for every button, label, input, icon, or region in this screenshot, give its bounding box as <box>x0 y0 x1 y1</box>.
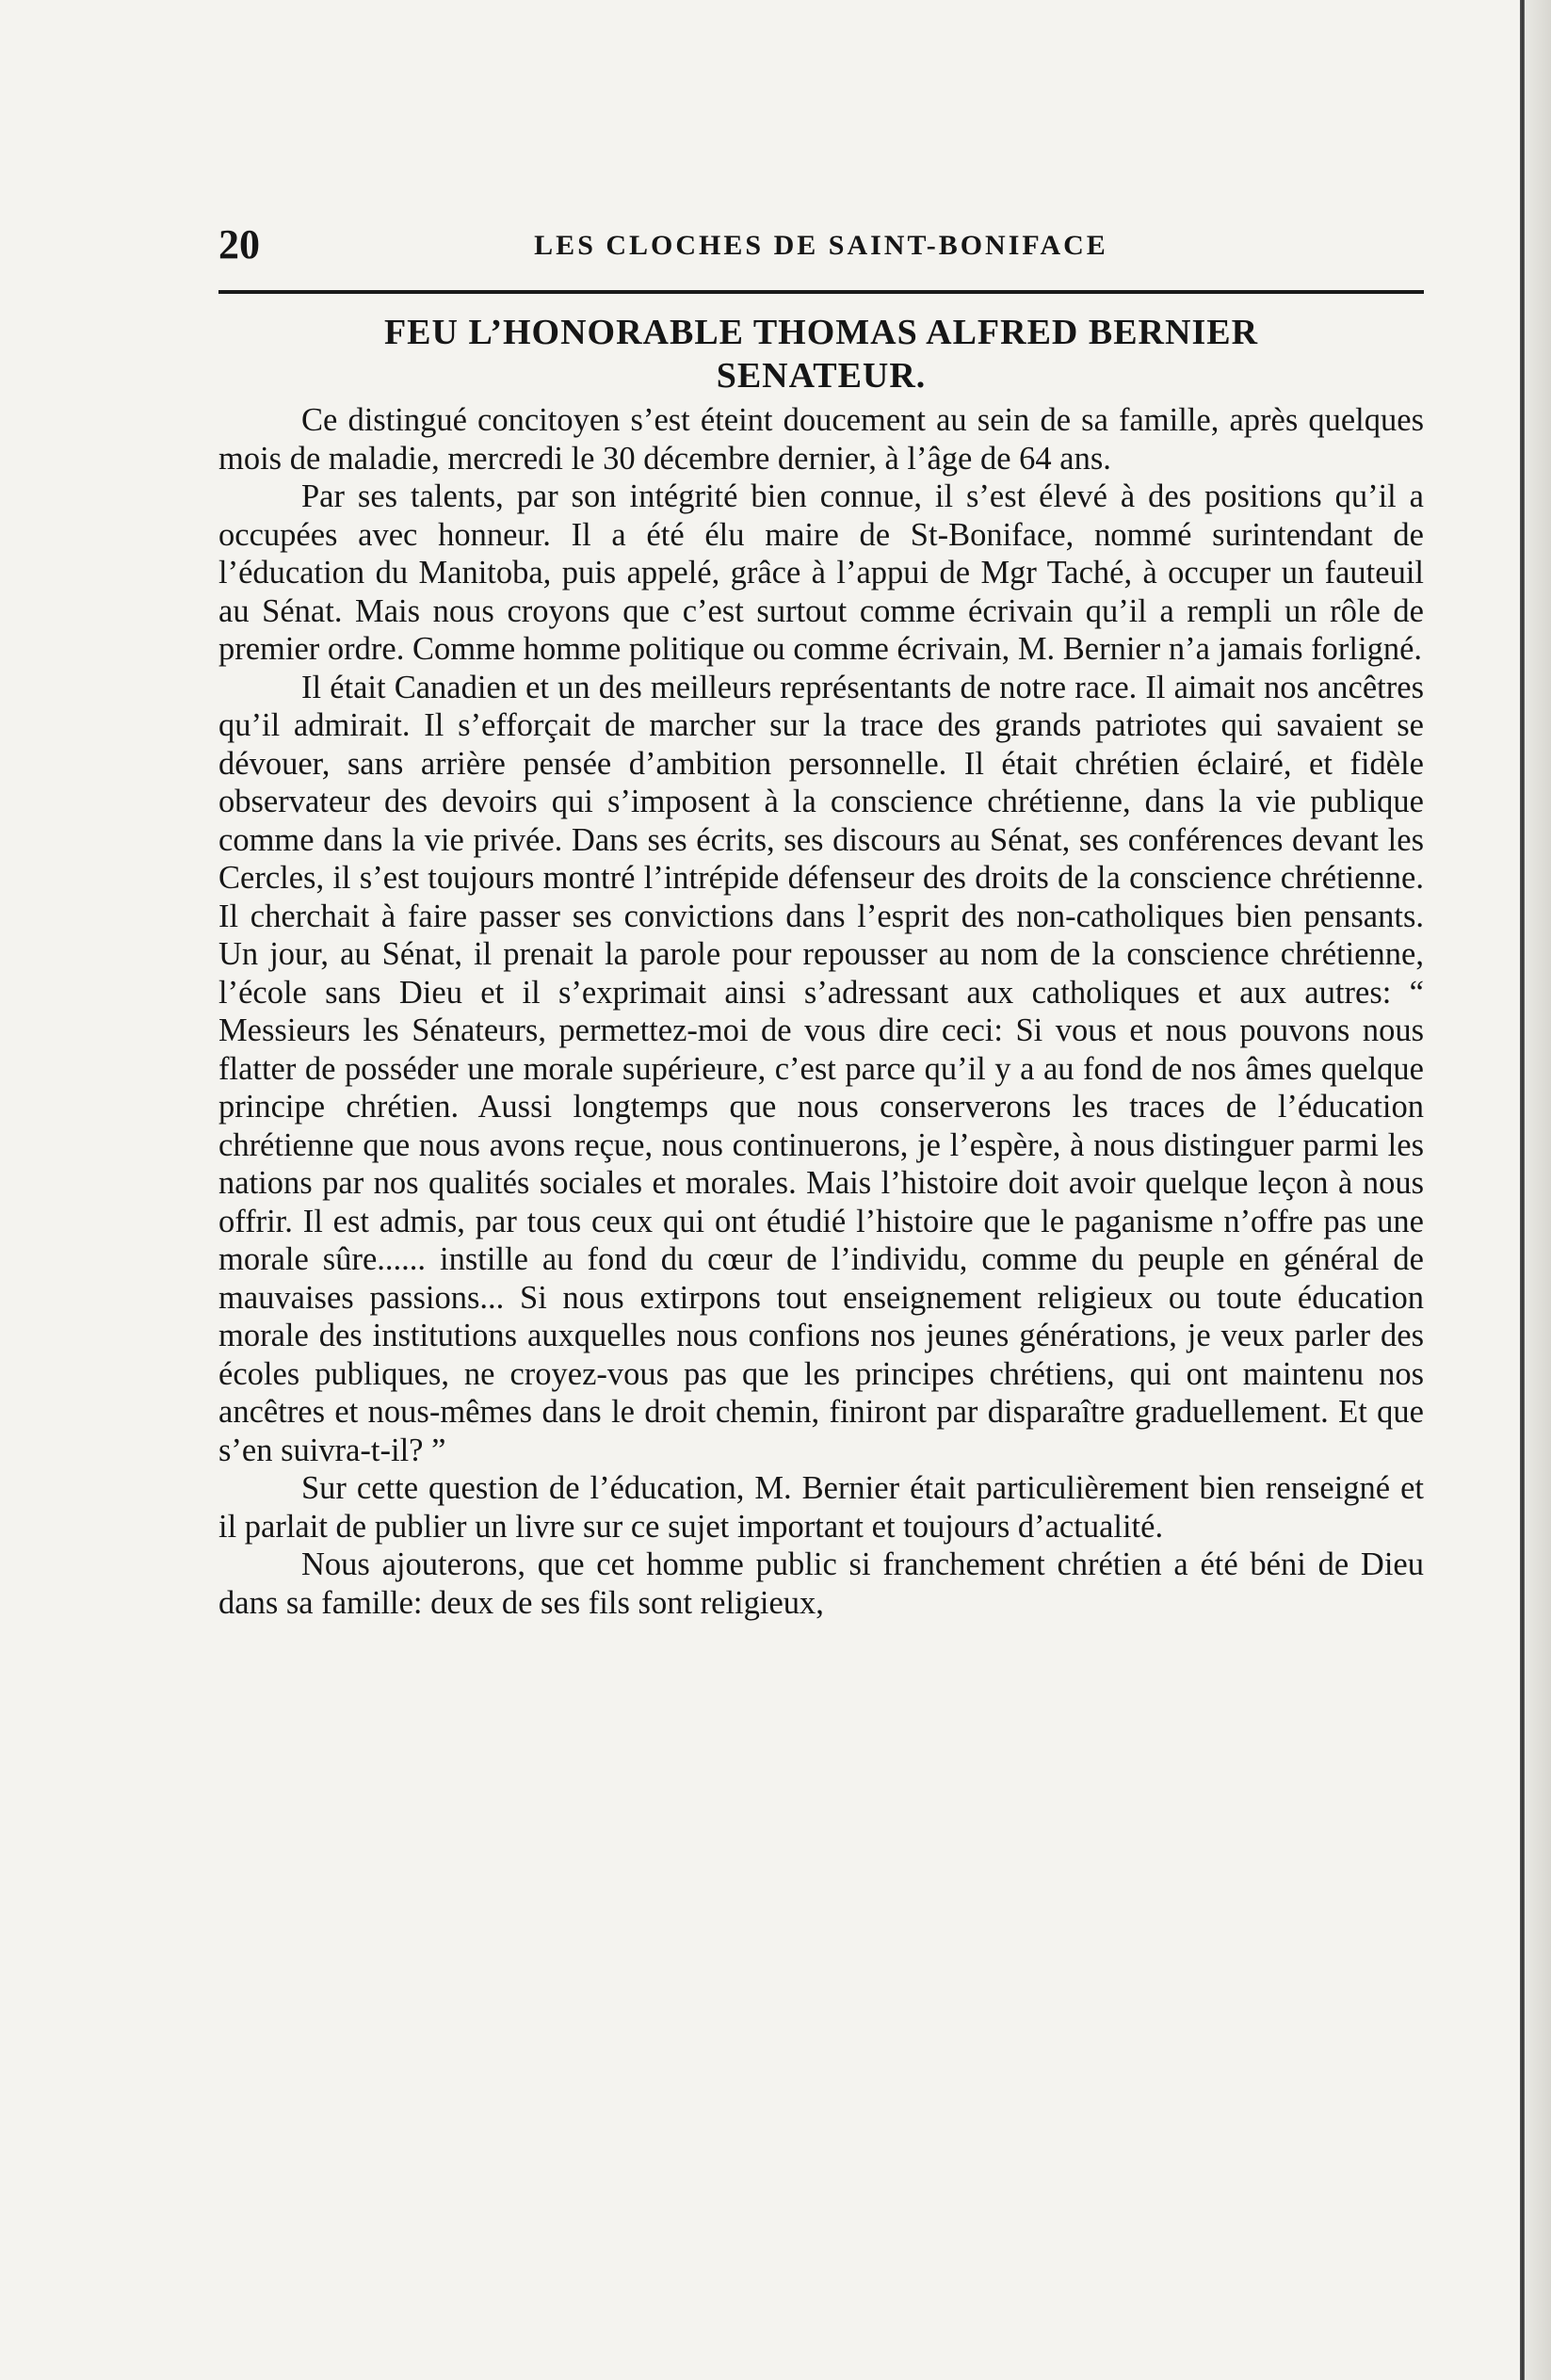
page <box>218 215 1424 1622</box>
article-title: FEU L’HONORABLE THOMAS ALFRED BERNIER <box>383 313 1259 352</box>
page-number: 20 <box>218 221 260 267</box>
header-rule <box>218 290 1424 294</box>
paragraph: Ce distingué concitoyen s’est éteint doucement au sein de sa famille, après quelques mois de maladie, mercredi le 30 décembre dernier, à l’âge de 64 ans. <box>218 402 1424 477</box>
article-body <box>218 401 1424 1622</box>
running-header <box>218 215 1424 281</box>
paragraph: Sur cette question de l’éducation, M. Bernier était particulièrement bien renseigné et il parlait de publier un livre sur ce sujet important et toujours d’actualité. <box>218 1470 1424 1545</box>
page-edge <box>1520 0 1525 2380</box>
paragraph: Nous ajouterons, que cet homme public si franchement chrétien a été béni de Dieu dans sa famille: deux de ses fils sont religieux, <box>218 1546 1424 1621</box>
paragraph: Il était Canadien et un des meilleurs représentants de notre race. Il aimait nos ancêtres qu’il admirait. Il s’efforçait de marcher sur la trace des grands patriotes qui savaient se dévouer, sans arrière pensée d’ambition personnelle. Il était chrétien éclairé, et fidèle observateur des devoirs qui s’imposent à la conscience chrétienne, dans la vie publique comme dans la vie privée. Dans ses écrits, ses discours au Sénat, ses conférences devant les Cercles, il s’est toujours montré l’intrépide défenseur des droits de la conscience chrétienne. Il cherchait à faire passer ses convictions dans l’esprit des non-catholiques bien pensants. Un jour, au Sénat, il prenait la parole pour repousser au nom de la conscience chrétienne, l’école sans Dieu et il s’exprimait ainsi s’adressant aux catholiques et aux autres: “ Messieurs les Sénateurs, permettez-moi de vous dire ceci: Si vous et nous pouvons nous flatter de posséder une morale supérieure, c’est parce qu’il y a au fond de nos âmes quelque principe chrétien. Aussi longtemps que nous conserverons les traces de l’éducation chrétienne que nous avons reçue, nous continuerons, je l’espère, à nous distinguer parmi les nations par nos qualités sociales et morales. Mais l’histoire doit avoir quelque leçon à nous offrir. Il est admis, par tous ceux qui ont étudié l’histoire que le paganisme n’offre pas une morale sûre...... instille au fond du cœur de l’individu, comme du peuple en général de mauvaises passions... Si nous extirpons tout enseignement religieux ou toute éducation morale des institutions auxquelles nous confions nos jeunes générations, je veux parler des écoles publiques, ne croyez-vous pas que les principes chrétiens, qui ont maintenu nos ancêtres et nous-mêmes dans le droit chemin, finiront par disparaître graduellement. Et que s’en suivra-t-il? ” <box>218 669 1424 1468</box>
article-subtitle: SENATEUR. <box>716 356 927 396</box>
running-title: LES CLOCHES DE SAINT-BONIFACE <box>534 230 1108 261</box>
paragraph: Par ses talents, par son intégrité bien connue, il s’est élevé à des positions qu’il a occupées avec honneur. Il a été élu maire de St-Boniface, nommé surintendant de l’éducation du Manitoba, puis appelé, grâce à l’appui de Mgr Taché, à occuper un fauteuil au Sénat. Mais nous croyons que c’est surtout comme écrivain qu’il a rempli un rôle de premier ordre. Comme homme politique ou comme écrivain, M. Bernier n’a jamais forligné. <box>218 478 1424 667</box>
page-edge-shadow <box>1525 0 1551 2380</box>
